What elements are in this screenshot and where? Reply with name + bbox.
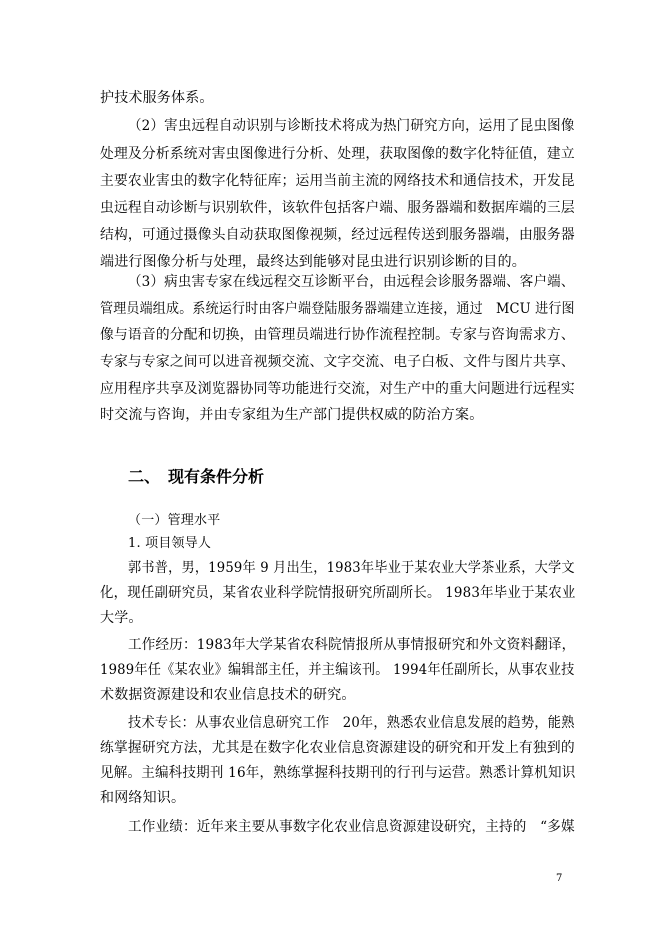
page-number: 7 <box>556 873 563 884</box>
text-line: 见解。主编科技期刊 16年，熟练掌握科技期刊的行刊与运营。熟悉计算机知识 <box>100 765 576 781</box>
text-line: 时交流与咨询，并由专家组为生产部门提供权威的防治方案。 <box>100 407 484 423</box>
section-heading: 二、 现有条件分析 <box>128 467 265 486</box>
text-line: 技术专长：从事农业信息研究工作 20年，熟悉农业信息发展的趋势，能熟 <box>128 715 575 731</box>
text-line: 练掌握研究方法，尤其是在数字化农业信息资源建设的研究和开发上有独到的 <box>100 740 575 756</box>
text-line: 结构，可通过摄像头自动获取图像视频，经过远程传送到服务器端，由服务器 <box>100 227 575 243</box>
text-line: （3）病虫害专家在线远程交互诊断平台，由远程会诊服务器端、客户端、 <box>128 274 575 290</box>
text-line: 端进行图像分析与处理，最终达到能够对昆虫进行识别诊断的目的。 <box>100 254 526 270</box>
text-line: 大学。 <box>100 610 143 626</box>
text-line: 处理及分析系统对害虫图像进行分析、处理，获取图像的数字化特征值，建立 <box>100 146 575 162</box>
text-line: 应用程序共享及浏览器协同等功能进行交流，对生产中的重大问题进行远程实 <box>100 381 575 397</box>
text-line: 专家与专家之间可以进音视频交流、文字交流、电子白板、文件与图片共享、 <box>100 354 575 370</box>
text-line: 主要农业害虫的数字化特征库；运用当前主流的网络技术和通信技术，开发昆 <box>100 173 575 189</box>
text-line: 术数据资源建设和农业信息技术的研究。 <box>100 687 356 703</box>
text-line: 像与语音的分配和切换，由管理员端进行协作流程控制。专家与咨询需求方、 <box>100 327 575 343</box>
text-line: 工作业绩：近年来主要从事数字化农业信息资源建设研究，主持的 “多媒 <box>128 819 575 835</box>
text-line: 工作经历：1983年大学某省农科院情报所从事情报研究和外文资料翻译， <box>128 637 576 653</box>
subsection-heading: （一）管理水平 <box>128 513 221 528</box>
text-line: 管理员端组成。系统运行时由客户端登陆服务器端建立连接，通过 MCU 进行图 <box>100 301 575 317</box>
text-line: 护技术服务体系。 <box>100 90 214 106</box>
item-heading: 1. 项目领导人 <box>128 536 212 551</box>
text-line: 1989年任《某农业》编辑部主任，并主编该刊。 1994年任副所长，从事农业技 <box>100 662 575 678</box>
text-line: （2）害虫远程自动识别与诊断技术将成为热门研究方向，运用了昆虫图像 <box>128 118 575 134</box>
text-line: 虫远程自动诊断与识别软件，该软件包括客户端、服务器端和数据库端的三层 <box>100 200 575 216</box>
text-line: 郭书普，男，1959年 9 月出生，1983年毕业于某农业大学茶业系，大学文 <box>128 560 575 576</box>
text-line: 和网络知识。 <box>100 790 186 806</box>
text-line: 化，现任副研究员，某省农业科学院情报研究所副所长。 1983年毕业于某农业 <box>100 585 576 601</box>
